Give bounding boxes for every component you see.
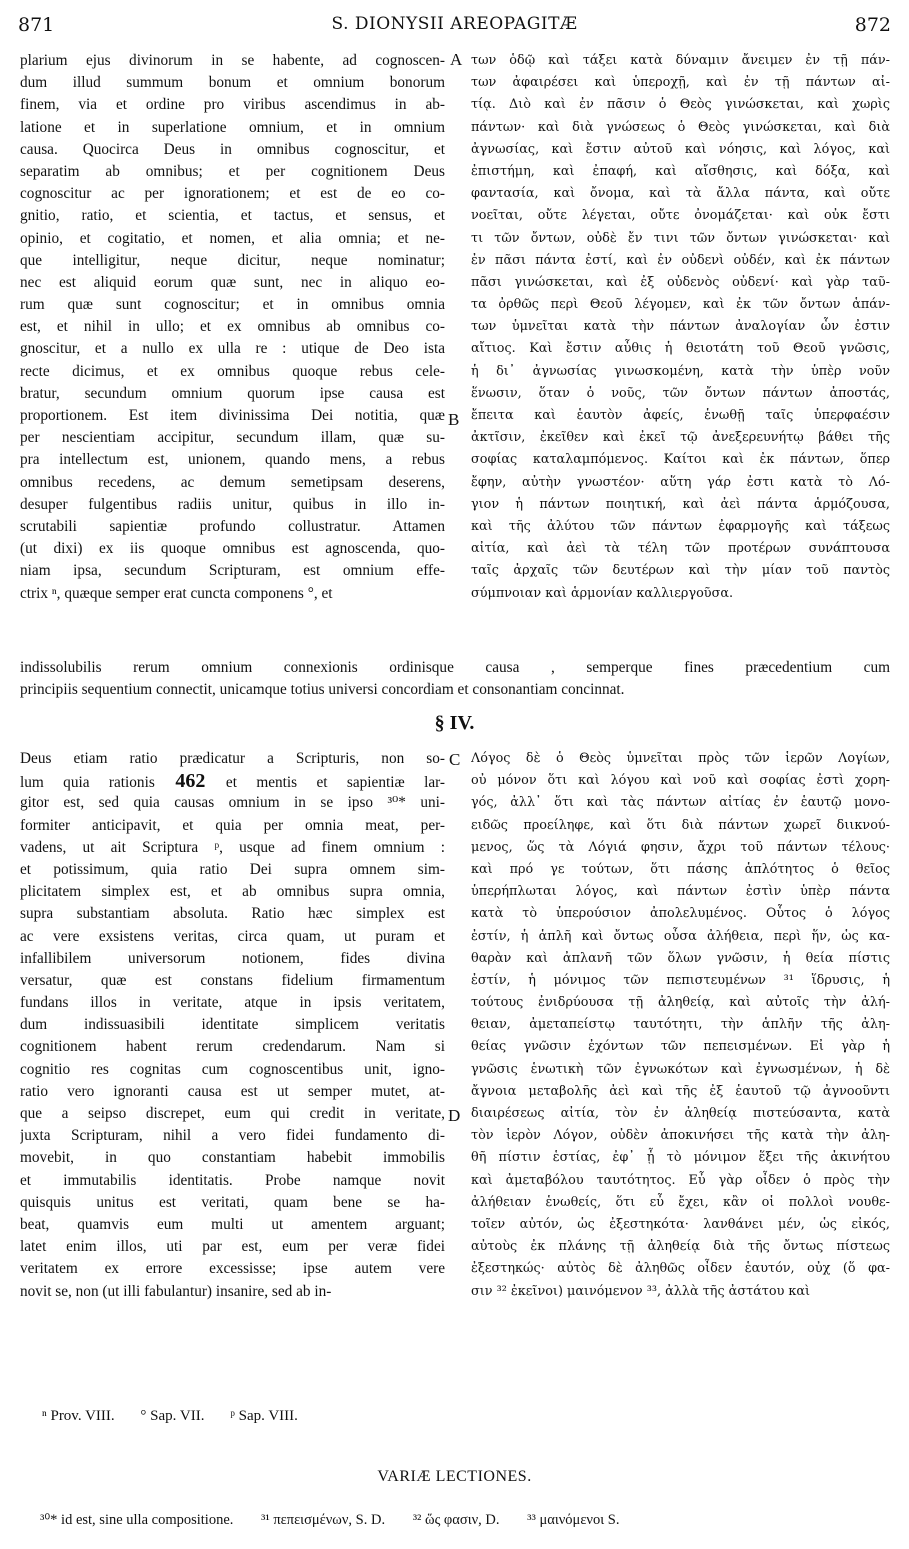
latin-text-line: fundans illos in veritate, atque in ipsis veritatem, xyxy=(20,994,445,1012)
greek-text-line: πᾶσι γινώσκεται, καὶ ἐξ οὐδενὸς οὐδενί· καὶ γὰρ ταῦ- xyxy=(471,274,890,290)
greek-text-line: αἴτιος. Καὶ ἔστιν αὖθις ἡ θειοτάτη τοῦ Θεοῦ γνῶσις, xyxy=(471,341,890,357)
latin-text-line: cognitionem habent rerum credendarum. Nam si xyxy=(20,1038,445,1056)
variant-32: ³² ὥς φασιν, D. xyxy=(412,1512,500,1528)
greek-text-line: καὶ ἀμεταβόλου ταυτότητος. Εὖ γὰρ οἶδεν ὁ πρὸς τὴν xyxy=(471,1172,890,1188)
latin-text-line: ctrix ⁿ, quæque semper erat cuncta componens °, et xyxy=(20,584,333,602)
column-number: 462 xyxy=(154,770,226,793)
latin-text-line: scrutabili sapientiæ profundo collustratur. Attamen xyxy=(20,517,445,535)
latin-text-line: nec est aliquid eorum quæ sunt, nec in aliquo eo- xyxy=(20,273,445,291)
latin-text-line: gnitio, ratio, et scientia, et tactus, et sensus, et xyxy=(20,207,445,225)
latin-text-line: novit se, non (ut illi fabulantur) insanire, sed ab in- xyxy=(20,1282,332,1300)
page-number-left: 871 xyxy=(18,14,55,36)
greek-text-line: αὐτοὺς ἐκ πλάνης τῇ ἀληθείᾳ διὰ τῆς ὄντως πίστεως xyxy=(471,1239,890,1255)
greek-text-line: φαντασία, καὶ ὄνομα, καὶ τὰ ἄλλα πάντα, καὶ οὔτε xyxy=(471,186,890,202)
greek-text-line: ἐπιστήμη, καὶ ἐπαφή, καὶ αἴσθησις, καὶ δόξα, καὶ xyxy=(471,163,890,179)
latin-text-line: plarium ejus divinorum in se habente, ad cognoscen- xyxy=(20,52,445,69)
latin-text-line: et potissimum, quia ratio Dei supra omnem sim- xyxy=(20,860,445,878)
greek-text-line: γιον ἡ πάντων ποιητική, καὶ ἀεὶ πάντα ἁρμόζουσα, xyxy=(471,496,890,512)
footnote-p: ᵖ Sap. VIII. xyxy=(230,1408,298,1424)
section-heading: § IV. xyxy=(434,712,475,734)
latin-text-line: bratur, secundum omnium quorum ipse causa est xyxy=(20,384,445,402)
greek-text-line: ἀγνωσίας, καὶ ἔστιν αὐτοῦ καὶ νόησις, καὶ λόγος, καὶ xyxy=(471,141,890,157)
greek-text-line: θῆ πίστιν ἑστίας, ἐφ᾽ ᾗ τὸ μόνιμον ἕξει τῆς ἀκινήτου xyxy=(471,1150,890,1166)
greek-text-line: Λόγος δὲ ὁ Θεὸς ὑμνεῖται πρὸς τῶν ἱερῶν Λογίων, xyxy=(471,751,890,766)
section1-greek-column xyxy=(471,50,890,605)
latin-text-line: versatur, quæ est constans fidelium firmamentum xyxy=(20,971,445,989)
latin-text-line: et immutabilis identitatis. Probe namque novit xyxy=(20,1171,445,1189)
greek-text-line: ἐξεστηκώς· αὐτὸς δὲ ἀληθῶς οἶδεν ἑαυτόν, οὐχ (ὅ φα- xyxy=(471,1261,890,1277)
latin-text-line: separatim ab omnibus; et per cognitionem Deus xyxy=(20,162,445,180)
greek-text-line: νοεῖται, οὔτε λέγεται, οὔτε ὀνομάζεται· καὶ οὐκ ἔστι xyxy=(471,208,890,224)
latin-text-line: movebit, in quo constantiam habebit immobilis xyxy=(20,1149,445,1167)
latin-text-line: dum indissuasibili identitate simplicem veritatis xyxy=(20,1016,445,1034)
latin-text-line: que intelligitur, neque dicitur, neque nominatur; xyxy=(20,251,445,269)
margin-marker-a: A xyxy=(450,50,463,69)
latin-text-line: vadens, ut ait Scriptura ᵖ, usque ad finem omnium : xyxy=(20,838,445,856)
page-header xyxy=(18,14,891,44)
variant-30: ³⁰* id est, sine ulla compositione. xyxy=(40,1512,234,1528)
greek-text-line: γός, ἀλλ᾽ ὅτι καὶ τὰς πάντων αἰτίας ἐν ἑαυτῷ μονο- xyxy=(471,795,890,811)
latin-text-line: opinio, et cogitatio, et nomen, et alia omnia; et ne- xyxy=(20,229,445,247)
latin-text-line: supra substantiam absoluta. Ratio hæc simplex est xyxy=(20,905,445,923)
greek-text-line: ἐστίν, ἡ μόνιμος τῶν πεπιστευμένων ³¹ ἵδρυσις, ἡ xyxy=(471,972,890,988)
greek-text-line: ἄγνοια μεταβολῆς ἀεὶ καὶ τῆς ἐξ ἑαυτοῦ τῷ ἀγνοοῦντι xyxy=(471,1083,890,1099)
section1-latin-column xyxy=(20,50,445,605)
latin-text-line: desuper fulgentibus radiis unitur, quibus in illo in- xyxy=(20,495,445,513)
latin-text-line: niam ipsa, secundum Scripturam, est omnium effe- xyxy=(20,562,445,580)
greek-text-line: ἔφην, αὐτὴν γνωστέον· αὕτη γάρ ἐστι κατὰ τὸ Λό- xyxy=(471,474,890,490)
greek-text-line: θείας γνῶσιν ἐχόντων τῶν πεπεισμένων. Εἰ γὰρ ἡ xyxy=(471,1039,890,1055)
latin-text-line: beat, quamvis eum multi ut amentem arguant; xyxy=(20,1215,445,1233)
greek-text-line: τίᾳ. Διὸ καὶ ἐν πᾶσιν ὁ Θεὸς γινώσκεται, καὶ χωρὶς xyxy=(471,97,890,113)
latin-text-line xyxy=(20,770,445,792)
greek-text-line: ἀκτῖσιν, ἐκεῖθεν καὶ ἐκεῖ τῷ ἀνεξερευνήτῳ βάθει τῆς xyxy=(471,430,890,446)
greek-text-line: θειαν, ἀμεταπείστῳ ταυτότητι, τὴν ἁπλῆν τῆς ἀλη- xyxy=(471,1017,890,1033)
section1-full-width-lines xyxy=(20,657,890,701)
section2-latin-column xyxy=(20,748,445,1303)
greek-text-line: πάντων· καὶ διὰ γνώσεως ὁ Θεὸς γινώσκεται, καὶ διὰ xyxy=(471,119,890,135)
latin-text-line: que a seipso discrepet, eum qui credit in veritate, xyxy=(20,1105,445,1122)
latin-text-line: omnibus recedens, ac demum semetipsam deserens, xyxy=(20,473,445,491)
greek-text-line: των ἀφαιρέσει καὶ ὑπεροχῇ, καὶ ἐν τῇ πάντων αἰ- xyxy=(471,75,890,91)
latin-text-line: pra intellectum est, unionem, quando mens, a rebus xyxy=(20,451,445,469)
variae-lectiones xyxy=(40,1512,643,1529)
greek-text-line: οὐ μόνον ὅτι καὶ λόγου καὶ νοῦ καὶ σοφίας ἐστὶ χορη- xyxy=(471,773,890,789)
latin-text-line: causa. Quocirca Deus in omnibus cognoscitur, et xyxy=(20,140,445,158)
greek-text-line: ἡ δι᾽ ἀγνωσίας γινωσκομένη, κατὰ τὴν ὑπὲρ νοῦν xyxy=(471,363,890,379)
greek-text-line: τα ὀρθῶς περὶ Θεοῦ λέγομεν, καὶ ἐκ τῶν ὄντων ἁπάν- xyxy=(471,297,890,313)
latin-text-line: gnoscitur, et a nullo ex ulla re : utique de Deo ista xyxy=(20,340,445,358)
greek-text-line: τοῖεν αὐτόν, ὡς ἐξεστηκότα· λανθάνει μέν, ὡς εἰκός, xyxy=(471,1216,890,1232)
latin-text-line: gitor est, sed quia causas omnium in se ipso ³⁰* uni- xyxy=(20,794,445,812)
greek-text-line: ειδῶς προείληφε, καὶ ὅτι διὰ πάντων χωρεῖ διικνού- xyxy=(471,817,890,833)
greek-text-line: ἐν πᾶσι πάντα ἐστί, καὶ ἐν οὐδενὶ οὐδέν, καὶ ἐκ πάντων xyxy=(471,252,890,268)
margin-marker-c: C xyxy=(449,750,461,769)
latin-text-line: latet enim illos, uti par est, eum per veræ fidei xyxy=(20,1238,445,1256)
footnote-n: ⁿ Prov. VIII. xyxy=(42,1408,115,1424)
greek-text-line: τι τῶν ὄντων, οὐδὲ ἔν τινι τῶν ὄντων γινώσκεται· καὶ xyxy=(471,230,890,246)
latin-text-line: cognoscitur ac per ignorationem; et est de eo co- xyxy=(20,185,445,203)
latin-text-line: finem, via et ordine pro viribus ascendimus in ab- xyxy=(20,96,445,114)
latin-text-line: plicitatem simplex est, et ab omnibus supra omnia, xyxy=(20,883,445,901)
latin-text-line: formiter anticipavit, et quia per omnia meat, per- xyxy=(20,816,445,834)
latin-text-line: Deus etiam ratio prædicatur a Scripturis, non so- xyxy=(20,750,445,767)
latin-text-line: ac vere exsistens veritas, circa quam, ut puram et xyxy=(20,927,445,945)
latin-text-line: juxta Scripturam, nihil a vero fidei fundamento di- xyxy=(20,1127,445,1145)
greek-text-line: ἐστίν, ἡ ἁπλῆ καὶ ὄντως οὖσα ἀλήθεια, περὶ ἥν, ὡς κα- xyxy=(471,928,890,944)
latin-text-line: (ut dixi) ex iis quoque omnibus est agnoscenda, quo- xyxy=(20,540,445,558)
greek-text-line: ἔπειτα καὶ ἑαυτὸν ἀφείς, ἑνωθῇ ταῖς ὑπερφαέσιν xyxy=(471,408,890,423)
greek-text-line: καὶ τῆς ἀλύτου τῶν πάντων ἐφαρμογῆς καὶ τάξεως xyxy=(471,518,890,534)
running-title: S. DIONYSII AREOPAGITÆ xyxy=(331,14,578,34)
greek-text-line: τὸν ἱερὸν Λόγον, οὐδὲν ἀποκινήσει τῆς κατὰ τὴν ἀλη- xyxy=(471,1128,890,1144)
greek-text-line: ὑπερήπλωται λόγος, καὶ πάντων ἐστὶν ὑπὲρ πάντα xyxy=(471,884,890,900)
latin-text-line: indissolubilis rerum omnium connexionis ordinisque causa , semperque fines præcedentium cum xyxy=(20,659,890,676)
latin-text-line: proportionem. Est item divinissima Dei notitia, quæ xyxy=(20,407,445,424)
footnotes xyxy=(42,1408,320,1425)
greek-text-line: θαρὰν καὶ ἀπλανῆ τῶν ὅλων γνῶσιν, ἡ θεία πίστις xyxy=(471,950,890,966)
greek-text-line: ἀλήθειαν ἑνωθείς, ὅτι εὖ ἔχει, κἂν οἱ πολλοὶ νουθε- xyxy=(471,1194,890,1210)
greek-text-line: ταῖς ἀρχαῖς τῶν δευτέρων καὶ τὴν μίαν τοῦ παντὸς xyxy=(471,563,890,579)
greek-text-line: τούτους ἐνιδρύουσα τῇ ἀληθείᾳ, καὶ αὐτοῖς τὴν ἀλή- xyxy=(471,995,890,1011)
section2-greek-column xyxy=(471,748,890,1303)
latin-text-line: quisquis unitus est veritati, quam bene se ha- xyxy=(20,1193,445,1211)
greek-text-line: ἕνωσιν, ὅταν ὁ νοῦς, τῶν ὄντων πάντων ἀποστάς, xyxy=(471,385,890,401)
greek-text-line: σύμπνοιαν καὶ ἁρμονίαν καλλιεργοῦσα. xyxy=(471,585,734,601)
latin-text-line: cognitio res cognitas cum cognoscentibus unit, igno- xyxy=(20,1060,445,1078)
latin-text-line: rum quæ sunt cognoscitur; et in omnibus omnia xyxy=(20,296,445,314)
latin-text-line: principiis sequentium connectit, unicamque totius universi concordiam et consonantiam concinnat. xyxy=(20,681,625,699)
latin-text-line: dum illud summum bonum et omnium bonorum xyxy=(20,74,445,92)
latin-text-line: latione et in superlatione omnium, et in omnium xyxy=(20,118,445,136)
greek-text-line: σοφίας καταλαμπόμενος. Καίτοι καὶ ἐκ πάντων, ὅπερ xyxy=(471,452,890,468)
latin-text-line: infallibilem universorum notionem, fides divina xyxy=(20,949,445,967)
margin-marker-b: B xyxy=(448,410,460,429)
greek-text-line: σιν ³² ἐκεῖνοι) μαινόμενον ³³, ἀλλὰ τῆς ἀστάτου καὶ xyxy=(471,1283,811,1299)
variant-33: ³³ μαινόμενοι S. xyxy=(527,1512,620,1528)
variae-lectiones-heading: VARIÆ LECTIONES. xyxy=(377,1468,532,1485)
latin-text-line: per nescientiam accipitur, secundum illam, quæ su- xyxy=(20,429,445,447)
greek-text-line: διαιρέσεως αἰτία, τὸν ἐν ἀληθείᾳ πιστεύσαντα, κατὰ xyxy=(471,1106,890,1121)
footnote-o: ° Sap. VII. xyxy=(140,1408,205,1424)
latin-text-line: veritatem ex errore excessisse; ipse autem vere xyxy=(20,1260,445,1278)
greek-text-line: καὶ πρό γε τούτων, ὅτι πάσης ἁπλότητος ὁ θεῖος xyxy=(471,861,890,877)
greek-text-line: αἰτία, καὶ ἀεὶ τὰ τέλη τῶν προτέρων συνάπτουσα xyxy=(471,541,890,557)
latin-text-fragment: et mentis et sapientiæ lar- xyxy=(225,774,445,792)
greek-text-line: κατὰ τὸ ὑπερούσιον ἀπολελυμένος. Οὗτος ὁ λόγος xyxy=(471,906,890,922)
latin-text-line: ratio vero ignoranti causa est ut semper mutet, at- xyxy=(20,1082,445,1100)
greek-text-line: μενος, ὥς τὰ Λόγιά φησιν, ἄχρι τοῦ πάντων τέλους· xyxy=(471,839,890,855)
greek-text-line: των ὁδῷ καὶ τάξει κατὰ δύναμιν ἄνειμεν ἐν τῇ πάν- xyxy=(471,53,890,68)
variant-31: ³¹ πεπεισμένων, S. D. xyxy=(261,1512,386,1528)
greek-text-line: γνῶσις ἑνωτικὴ τῶν ἐγνωκότων καὶ ἐγνωσμένων, ἡ δὲ xyxy=(471,1061,890,1077)
latin-text-line: est, et nihil in ullo; et ex omnibus ab omnibus co- xyxy=(20,318,445,336)
margin-marker-d: D xyxy=(448,1106,461,1125)
greek-text-line: των ὑμνεῖται κατὰ τὴν πάντων ἀναλογίαν ὧν ἐστιν xyxy=(471,319,890,335)
latin-text-line: recte dicimus, et ex omnibus quoque rebus cele- xyxy=(20,362,445,380)
latin-text-fragment: lum quia rationis xyxy=(20,774,155,792)
page-number-right: 872 xyxy=(854,14,891,36)
